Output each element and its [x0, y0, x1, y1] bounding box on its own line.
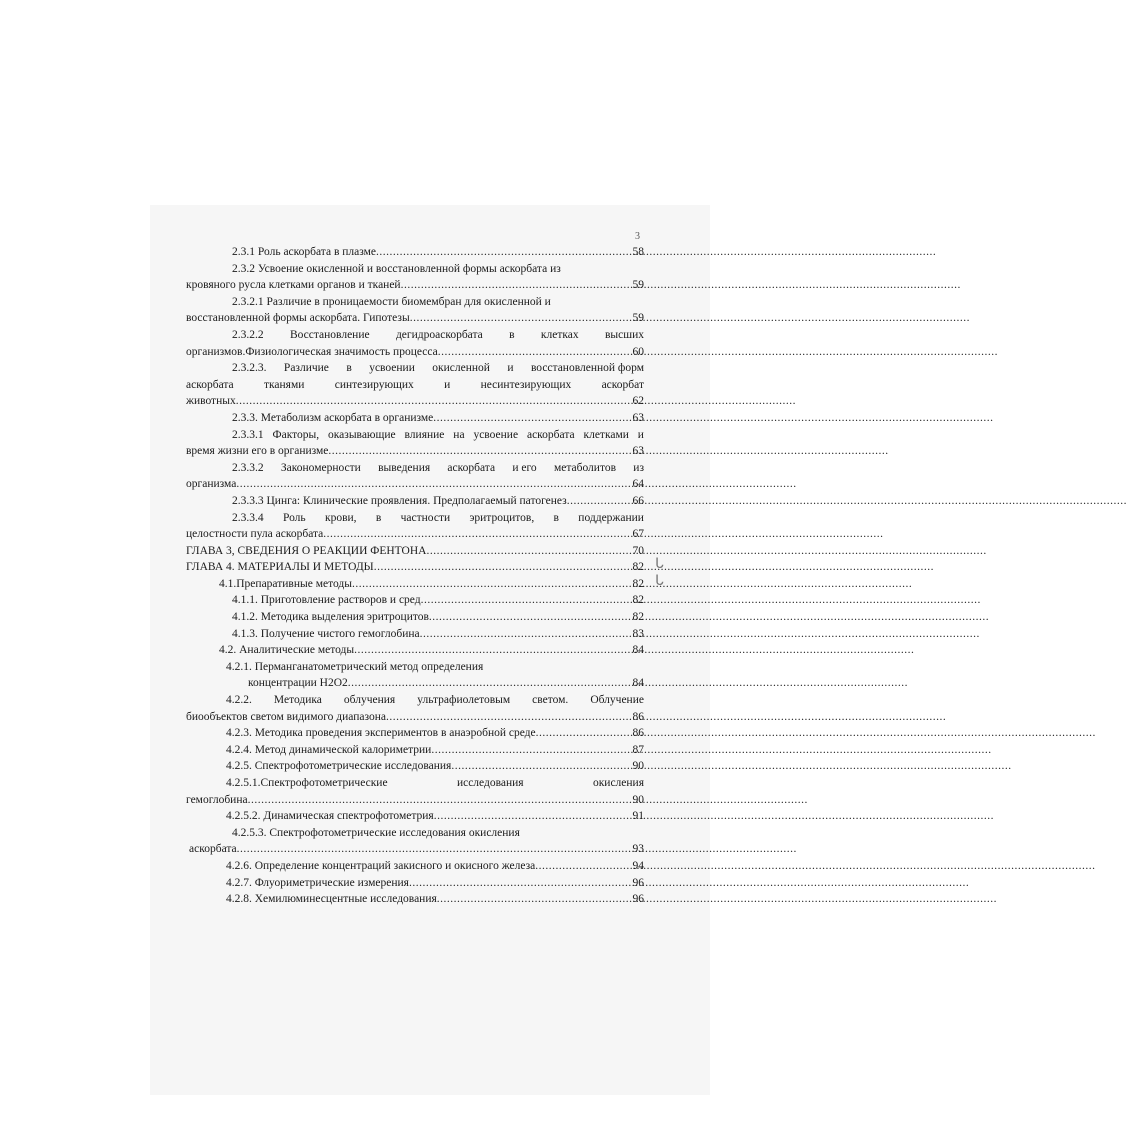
- toc-entry[interactable]: 4.1.Препаративные методы ..... 82: [186, 576, 644, 593]
- toc-entry-line: аскорбата тканями синтезирующих и несинтезирующих аскорбат: [186, 378, 644, 391]
- toc-entry-line: 2.3.3.1 Факторы, оказывающие влияние на усвоение аскорбата клетками и: [232, 428, 644, 441]
- toc-entry[interactable]: 4.2.8. Хемилюминесцентные исследования ..... 96: [186, 891, 644, 908]
- toc-entry[interactable]: 4.1.1. Приготовление растворов и сред ..... 82: [186, 592, 644, 609]
- toc-entry[interactable]: 4.2.3. Методика проведения экспериментов в анаэробной среде ..... 86: [186, 725, 644, 742]
- toc-entry[interactable]: 4.2.5. Спектрофотометрические исследования ..... 90: [186, 758, 644, 775]
- toc-entry-line: 4.2.2. Методика облучения ультрафиолетовым светом. Облучение: [226, 694, 644, 707]
- toc-entry[interactable]: 4.1.2. Методика выделения эритроцитов ..... 82: [186, 609, 644, 626]
- toc-entry[interactable]: концентрации Н2О2 ..... 84: [186, 675, 644, 692]
- toc-entry-line: 4.2.5.3. Спектрофотометрические исследования окисления: [232, 826, 520, 839]
- handwritten-check-mark: ᒐ: [655, 573, 664, 589]
- toc-entry-line: 2.3.3.4 Роль крови, в частности эритроцитов, в поддержании: [232, 511, 644, 524]
- toc-entry[interactable]: 2.3.1 Роль аскорбата в плазме ..... 58: [186, 244, 644, 261]
- toc-entry-line: 4.2.5.1.Спектрофотометрические исследования окисления: [226, 777, 644, 789]
- toc-entry-line: 2.3.2.3. Различие в усвоении окисленной и восстановленной форм: [232, 362, 644, 375]
- toc-entry[interactable]: 4.2.5.2. Динамическая спектрофотометрия ..... 91: [186, 808, 644, 825]
- toc-entry[interactable]: организма ..... 64: [186, 476, 644, 493]
- handwritten-check-mark: ᒐ: [655, 556, 664, 572]
- toc-entry-line: 2.3.2 Усвоение окисленной и восстановленной формы аскорбата из: [232, 262, 561, 275]
- toc-entry-line: 2.3.2.1 Различие в проницаемости биомембран для окисленной и: [232, 295, 551, 308]
- toc-entry[interactable]: 4.2.7. Флуориметрические измерения ..... 96: [186, 875, 644, 892]
- toc-entry[interactable]: биообъектов светом видимого диапазона ..... 86: [186, 709, 644, 726]
- toc-entry-line: 4.2.1. Перманганатометрический метод определения: [226, 660, 484, 673]
- toc-entry[interactable]: 2.3.3. Метаболизм аскорбата в организме ..... 63: [186, 410, 644, 427]
- toc-entry[interactable]: целостности пула аскорбата ..... 67: [186, 526, 644, 543]
- toc-entry-line: 2.3.3.2 Закономерности выведения аскорбата и его метаболитов из: [232, 461, 644, 474]
- toc-entry[interactable]: 4.1.3. Получение чистого гемоглобина ..... 83: [186, 626, 644, 643]
- toc-entry[interactable]: аскорбата ..... 93: [186, 841, 644, 858]
- toc-entry[interactable]: 2.3.3.3 Цинга: Клинические проявления. Предполагаемый патогенез ..... 66: [186, 493, 644, 510]
- toc-entry[interactable]: 4.2.4. Метод динамической калориметрии ..... 87: [186, 742, 644, 759]
- table-of-contents: [186, 244, 644, 908]
- toc-entry-line: 2.3.2.2 Восстановление дегидроаскорбата в клетках высших: [232, 328, 644, 341]
- toc-entry[interactable]: животных ..... 62: [186, 393, 644, 410]
- toc-chapter-4[interactable]: ГЛАВА 4. МАТЕРИАЛЫ И МЕТОДЫ ..... 82: [186, 559, 644, 576]
- toc-entry[interactable]: 4.2. Аналитические методы ..... 84: [186, 642, 644, 659]
- toc-entry[interactable]: восстановленной формы аскорбата. Гипотезы ..... 59: [186, 310, 644, 327]
- toc-chapter-3[interactable]: ГЛАВА 3, СВЕДЕНИЯ О РЕАКЦИИ ФЕНТОНА ..... 70: [186, 543, 644, 560]
- toc-entry[interactable]: кровяного русла клетками органов и тканей ..... 59: [186, 277, 644, 294]
- page-number: 3: [635, 231, 640, 242]
- toc-entry[interactable]: гемоглобина ..... 90: [186, 792, 644, 809]
- toc-entry[interactable]: время жизни его в организме ..... 63: [186, 443, 644, 460]
- toc-entry[interactable]: 4.2.6. Определение концентраций закисного и окисного железа ..... 94: [186, 858, 644, 875]
- toc-entry[interactable]: организмов.Физиологическая значимость процесса ..... 60: [186, 344, 644, 361]
